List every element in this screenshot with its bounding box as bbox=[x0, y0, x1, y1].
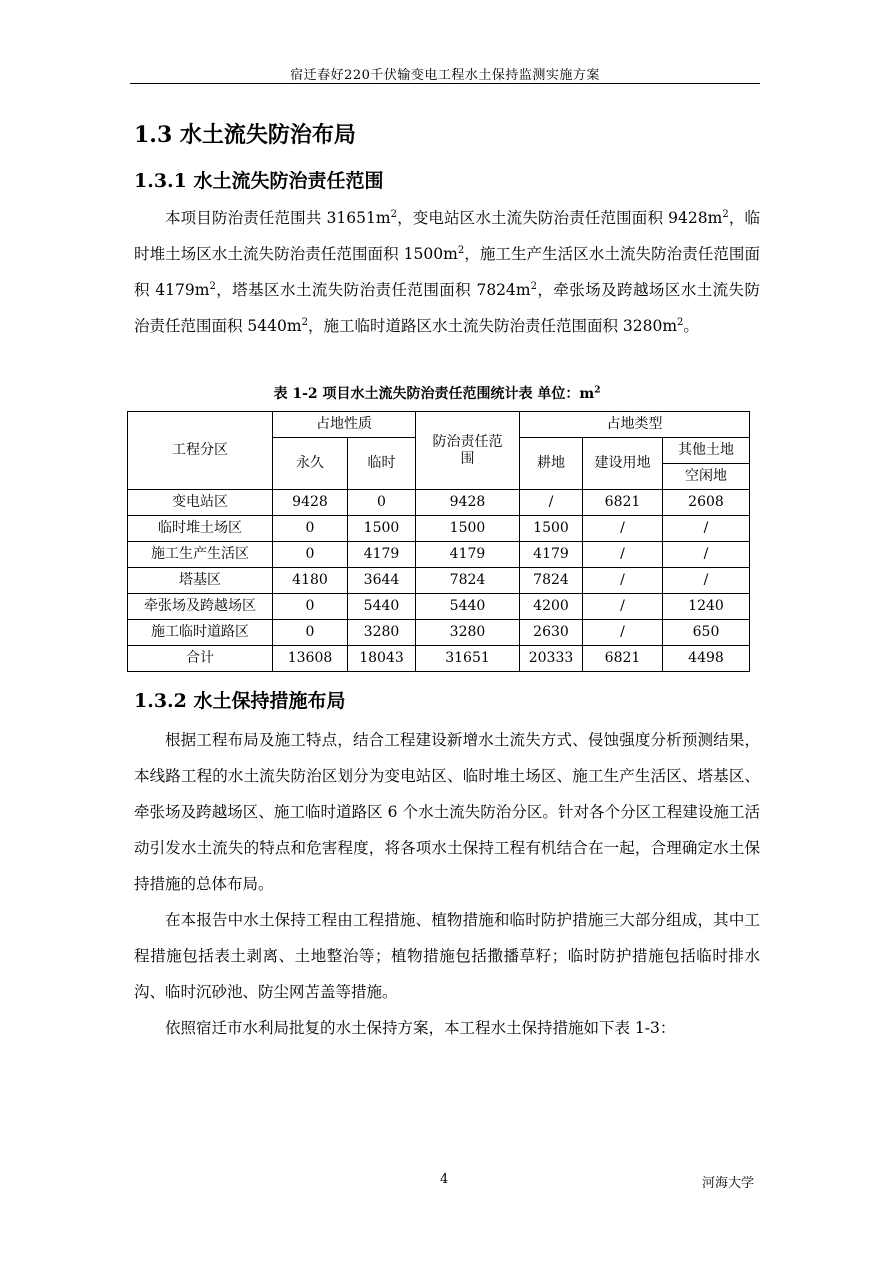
footer-organization: 河海大学 bbox=[702, 1176, 755, 1191]
header-permanent: 永久 bbox=[273, 438, 348, 490]
table-row: 临时堆土场区 0 1500 1500 1500 / / bbox=[128, 516, 750, 542]
header-land-type: 占地类型 bbox=[520, 412, 750, 438]
page-number: 4 bbox=[440, 1172, 449, 1187]
header-other-land: 其他土地 bbox=[663, 438, 750, 464]
table-row: 变电站区 9428 0 9428 / 6821 2608 bbox=[128, 490, 750, 516]
table-total-row: 合计 13608 18043 31651 20333 6821 4498 bbox=[128, 646, 750, 672]
responsibility-scope-table bbox=[127, 411, 750, 672]
section-heading-1-3-1: 1.3.1 水土流失防治责任范围 bbox=[134, 170, 384, 192]
header-zone: 工程分区 bbox=[128, 412, 273, 490]
header-temporary: 临时 bbox=[348, 438, 416, 490]
header-farmland: 耕地 bbox=[520, 438, 583, 490]
responsibility-scope-paragraph: 本项目防治责任范围共 $31651m^2$，变电站区水土流失防治责任范围面积 $9428m^2$，临时堆土场区水土流失防治责任范围面积 $1500m^2$，施工生产生活区水土流失防治责任范围面积 $4179m^2$，塔基区水土流失防治责任范围面积 $7824m^2$，牵张场及跨越场区水土流失防治责任范围面积 $5440m^2$，施工临时道路区水土流失防治责任范围面积 $3280m^2$。 bbox=[134, 208, 760, 335]
header-responsibility: 防治责任范围 bbox=[416, 412, 520, 490]
running-header: 宿迁春好220千伏输变电工程水土保持监测实施方案 bbox=[290, 68, 600, 83]
header-construction: 建设用地 bbox=[583, 438, 663, 490]
table-row: 施工生产生活区 0 4179 4179 4179 / / bbox=[128, 542, 750, 568]
layout-paragraph-3: 依照宿迁市水利局批复的水土保持方案，本工程水土保持措施如下表 1-3： bbox=[165, 1019, 676, 1037]
table-caption: 表 1-2 项目水土流失防治责任范围统计表 单位：$m^2$ bbox=[273, 385, 601, 402]
section-heading-1-3: 1.3 水土流失防治布局 bbox=[134, 122, 356, 148]
table-row: 塔基区 4180 3644 7824 7824 / / bbox=[128, 568, 750, 594]
table-row: 牵张场及跨越场区 0 5440 5440 4200 / 1240 bbox=[128, 594, 750, 620]
section-heading-1-3-2: 1.3.2 水土保持措施布局 bbox=[134, 690, 346, 712]
table-row: 施工临时道路区 0 3280 3280 2630 / 650 bbox=[128, 620, 750, 646]
layout-paragraph-2: 在本报告中水土保持工程由工程措施、植物措施和临时防护措施三大部分组成，其中工程措施包括表土剥离、土地整治等；植物措施包括撒播草籽；临时防护措施包括临时排水沟、临时沉砂池、防尘网苫盖等措施。 bbox=[134, 911, 760, 1001]
layout-paragraph-1: 根据工程布局及施工特点，结合工程建设新增水土流失方式、侵蚀强度分析预测结果，本线路工程的水土流失防治区划分为变电站区、临时堆土场区、施工生产生活区、塔基区、牵张场及跨越场区、施工临时道路区 6 个水土流失防治分区。针对各个分区工程建设施工活动引发水土流失的特点和危害程度，将各项水土保持工程有机结合在一起，合理确定水土保持措施的总体布局。 bbox=[134, 731, 760, 893]
header-rule bbox=[130, 83, 760, 84]
header-land-nature: 占地性质 bbox=[273, 412, 416, 438]
header-idle-land: 空闲地 bbox=[663, 464, 750, 490]
